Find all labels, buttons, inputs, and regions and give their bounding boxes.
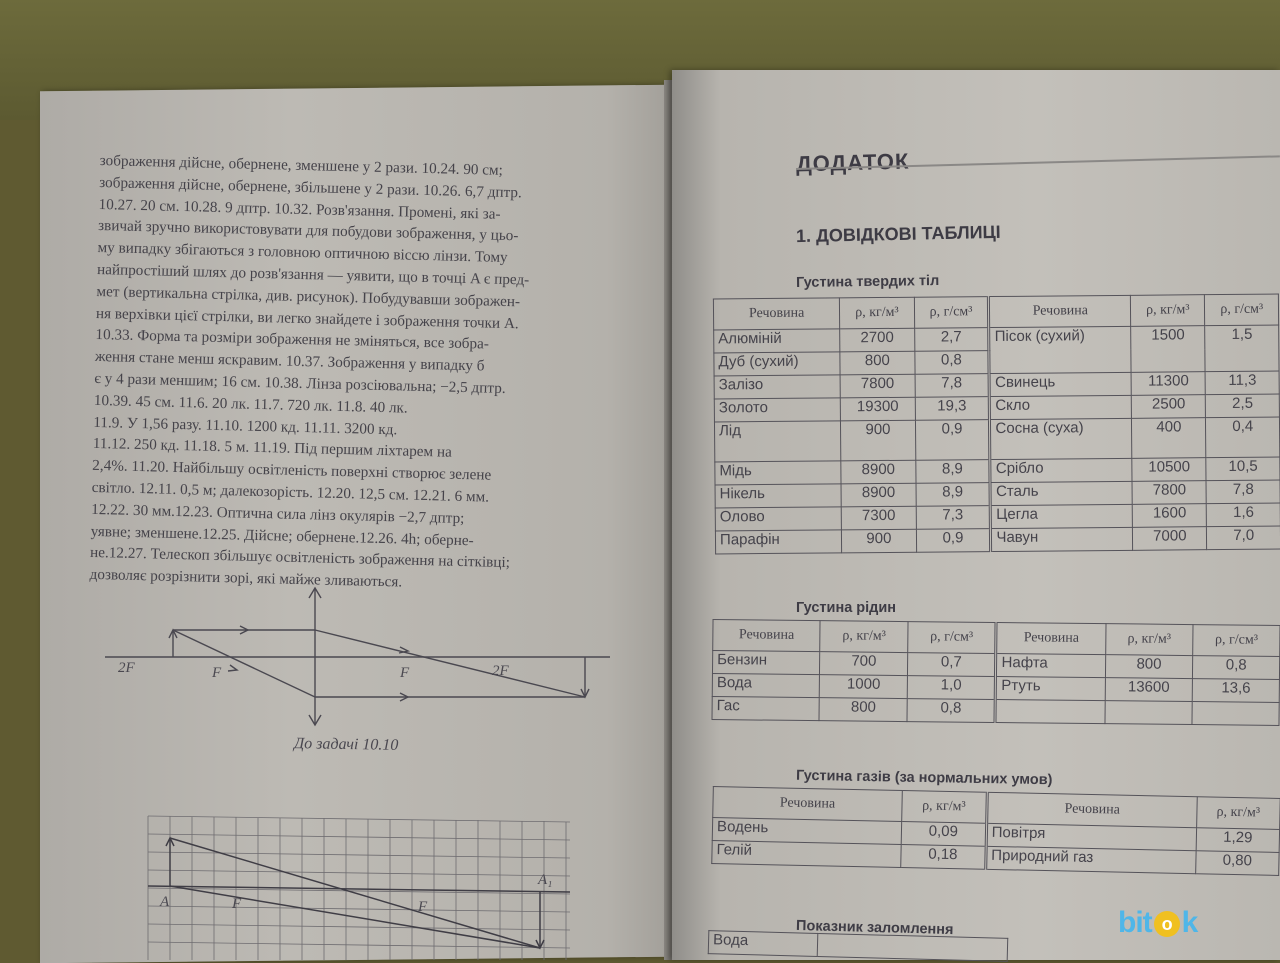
table-row — [714, 325, 1279, 353]
cell: 0,80 — [1195, 851, 1279, 876]
logo-o: o — [1154, 911, 1180, 937]
cell: Лід — [714, 421, 841, 462]
section-title: 1. ДОВІДКОВІ ТАБЛИЦІ — [795, 221, 1001, 247]
cell: 19,3 — [915, 397, 990, 421]
cell: 1600 — [1132, 504, 1207, 528]
cell: 800 — [1105, 655, 1193, 679]
cell: 1000 — [820, 675, 908, 699]
header-g-cm3: ρ, г/см³ — [908, 622, 997, 654]
header-substance: Речовина — [996, 623, 1105, 655]
cell: 7,0 — [1207, 526, 1280, 550]
answer-line: є у 4 рази меншим; 16 см. 10.38. Лінза розсіювальна; −2,5 дптр. — [94, 369, 506, 397]
cell: Золото — [714, 398, 840, 422]
cell: 8900 — [841, 483, 916, 507]
label-2f-left: 2F — [118, 660, 135, 676]
cell: Нафта — [996, 654, 1105, 678]
cell: 2,5 — [1206, 394, 1280, 418]
cell: Вода — [712, 674, 820, 698]
cell: 2700 — [840, 328, 915, 352]
cell: Скло — [990, 395, 1132, 419]
answer-line: 10.27. 20 см. 10.28. 9 дптр. 10.32. Розв'язання. Промені, які за- — [98, 195, 501, 223]
cell: Повітря — [986, 823, 1196, 850]
logo-text: bit — [1118, 906, 1152, 939]
answer-line: дозволяє розрізнити зорі, які майже зливаються. — [89, 566, 403, 591]
cell: 7800 — [1132, 481, 1207, 505]
cell: 800 — [819, 698, 907, 722]
cell: 13,6 — [1192, 679, 1279, 703]
gases-table — [711, 786, 1280, 876]
cell: 11300 — [1131, 372, 1206, 396]
cell: 0,18 — [901, 845, 986, 870]
cell: 1,29 — [1196, 828, 1280, 853]
cell: 400 — [1132, 418, 1207, 459]
cell: 1,6 — [1207, 503, 1280, 527]
header-g-cm3: ρ, г/см³ — [1205, 294, 1279, 326]
cell: Водень — [712, 818, 901, 845]
table-row — [714, 417, 1279, 462]
solids-title: Густина твердих тіл — [795, 273, 940, 291]
answer-line: не.12.27. Телескоп збільшує освітленість зображення на сітківці; — [89, 544, 511, 572]
label-2f-right: 2F — [492, 663, 509, 679]
label-f-right: F — [400, 665, 410, 681]
cell: 700 — [820, 652, 908, 676]
cell: Залізо — [714, 375, 840, 399]
cell: Свинець — [989, 372, 1131, 396]
cell: 8,9 — [916, 483, 991, 507]
label-f-left: F — [212, 665, 222, 681]
header-kg-m3: ρ, кг/м³ — [1131, 295, 1206, 327]
cell: 900 — [842, 529, 917, 553]
cell — [1105, 701, 1193, 725]
cell: Ртуть — [996, 676, 1105, 700]
cell: 0,4 — [1206, 417, 1280, 458]
cell: Природний газ — [985, 846, 1195, 873]
answer-line: зображення дійсне, обернене, збільшене у 2 рази. 10.26. 6,7 дптр. — [99, 173, 523, 202]
cell: 0,9 — [916, 529, 991, 553]
header-g-cm3: ρ, г/см³ — [1193, 625, 1280, 657]
cell: 7,3 — [916, 506, 991, 530]
header-substance: Речовина — [713, 620, 821, 652]
header-kg-m3: ρ, кг/м³ — [840, 297, 915, 329]
cell: 0,09 — [901, 822, 986, 847]
header-substance: Речовина — [986, 792, 1197, 827]
answer-line: 2,4%. 11.20. Найбільшу освітленість поверхні створює зелене — [92, 457, 492, 484]
header-kg-m3: ρ, кг/м³ — [1196, 797, 1280, 830]
refraction-title: Показник заломлення — [795, 917, 954, 939]
cell: Чавун — [991, 527, 1133, 551]
cell: Цегла — [991, 504, 1133, 528]
gases-title: Густина газів (за нормальних умов) — [795, 767, 1053, 789]
header-substance: Речовина — [989, 295, 1131, 327]
ray-refracted — [315, 630, 585, 697]
cell: 7000 — [1133, 527, 1208, 551]
cell: 1500 — [1131, 326, 1206, 373]
cell: Срібло — [990, 458, 1132, 482]
cell: Парафін — [715, 530, 841, 554]
cell: 800 — [840, 351, 915, 375]
label-a: A — [160, 894, 170, 910]
answer-line: найпростіший шлях до розв'язання — уявити, що в точці A є пред- — [96, 260, 530, 289]
watermark-logo — [1118, 906, 1197, 940]
cell: 7800 — [840, 374, 915, 398]
answer-line: світло. 12.11. 0,5 м; далекозорість. 12.20. 12,5 см. 12.21. 6 мм. — [91, 478, 490, 506]
answer-line: 10.33. Форма та розміри зображення не зміняться, все зобра- — [95, 326, 490, 353]
header-substance: Речовина — [713, 298, 840, 330]
answer-line: 10.39. 45 см. 11.6. 20 лк. 11.7. 720 лк. 11.8. 40 лк. — [93, 391, 408, 417]
cell: 11,3 — [1206, 371, 1280, 395]
cell: 2500 — [1131, 395, 1206, 419]
answer-line: звичай зручно використовувати для побудови зображення, у цьо- — [97, 217, 519, 245]
cell: Гелій — [712, 841, 901, 868]
header-g-cm3: ρ, г/см³ — [914, 297, 989, 329]
answer-line: зображення дійсне, обернене, зменшене у 2 рази. 10.24. 90 см; — [99, 151, 504, 179]
cell: 7,8 — [915, 374, 990, 398]
cell — [995, 699, 1104, 723]
liquids-table — [711, 619, 1280, 726]
cell: 8900 — [841, 460, 916, 484]
answer-line: мет (вертикальна стрілка, див. рисунок). Побудувавши зображен- — [96, 282, 521, 311]
cell: 1,5 — [1205, 325, 1279, 372]
label-f-left: F — [232, 896, 242, 912]
answer-line: 11.9. У 1,56 разу. 11.10. 1200 кд. 11.11. 3200 кд. — [93, 413, 398, 438]
cell: 1,0 — [907, 676, 996, 700]
label-f-right: F — [418, 899, 428, 915]
cell: 7,8 — [1206, 480, 1280, 504]
cell: 0,8 — [1193, 656, 1280, 680]
cell: Дуб (сухий) — [714, 352, 840, 376]
cell — [1192, 702, 1279, 726]
cell: 10,5 — [1206, 457, 1280, 481]
cell — [817, 933, 1008, 961]
header-kg-m3: ρ, кг/м³ — [820, 621, 908, 653]
logo-text: k — [1181, 906, 1198, 939]
cell: 0,7 — [908, 653, 997, 677]
cell: Сосна (суха) — [990, 418, 1132, 459]
answer-line: 11.12. 250 кд. 11.18. 5 м. 11.19. Під першим ліхтарем на — [92, 435, 452, 462]
liquids-title: Густина рідин — [796, 600, 897, 616]
cell: Вода — [708, 931, 818, 957]
cell: 0,8 — [907, 699, 996, 723]
label-a1: A₁ — [538, 872, 553, 888]
answers-text — [89, 150, 635, 599]
cell: 8,9 — [915, 460, 990, 484]
cell: Олово — [715, 507, 841, 531]
cell: 7300 — [841, 506, 916, 530]
solids-table — [713, 294, 1280, 555]
answer-line: му випадку збігаються з головною оптичною віссю лінзи. Тому — [97, 239, 508, 267]
answer-line: ня верхівки цієї стрілки, ви легко знайдете і зображення точки A. — [95, 304, 519, 332]
cell: 10500 — [1132, 458, 1207, 482]
cell: Гас — [712, 697, 820, 721]
header-kg-m3: ρ, кг/м³ — [1105, 624, 1193, 656]
cell: 2,7 — [914, 328, 989, 352]
cell: Алюміній — [714, 329, 840, 353]
cell: 13600 — [1105, 678, 1193, 702]
answer-line: 12.22. 30 мм.12.23. Оптична сила лінз окулярів −2,7 дптр; — [91, 500, 465, 527]
cell: Мідь — [715, 461, 841, 485]
cell: 0,8 — [914, 351, 989, 375]
header-kg-m3: ρ, кг/м³ — [902, 791, 987, 824]
cell: Нікель — [715, 484, 841, 508]
table-header-row — [713, 294, 1278, 330]
answer-line: ження стане менш яскравим. 10.37. Зображення у випадку б — [94, 348, 485, 375]
table-row — [715, 526, 1280, 554]
appendix-title: ДОДАТОК — [795, 148, 910, 177]
answer-line: уявне; зменшене.12.25. Дійсне; обернене.12.26. 4h; оберне- — [90, 522, 474, 549]
ray-through-focus — [173, 630, 315, 697]
cell: 900 — [841, 420, 916, 461]
cell: 19300 — [841, 397, 916, 421]
cell: Сталь — [990, 481, 1132, 505]
lens-ray-diagram — [100, 580, 620, 730]
cell: 0,9 — [915, 420, 990, 461]
header-substance: Речовина — [713, 787, 903, 822]
grid-ray-diagram — [140, 808, 580, 960]
cell: Бензин — [712, 651, 820, 675]
figure-caption: До задачі 10.10 — [293, 735, 399, 754]
cell: Пісок (сухий) — [989, 326, 1131, 373]
